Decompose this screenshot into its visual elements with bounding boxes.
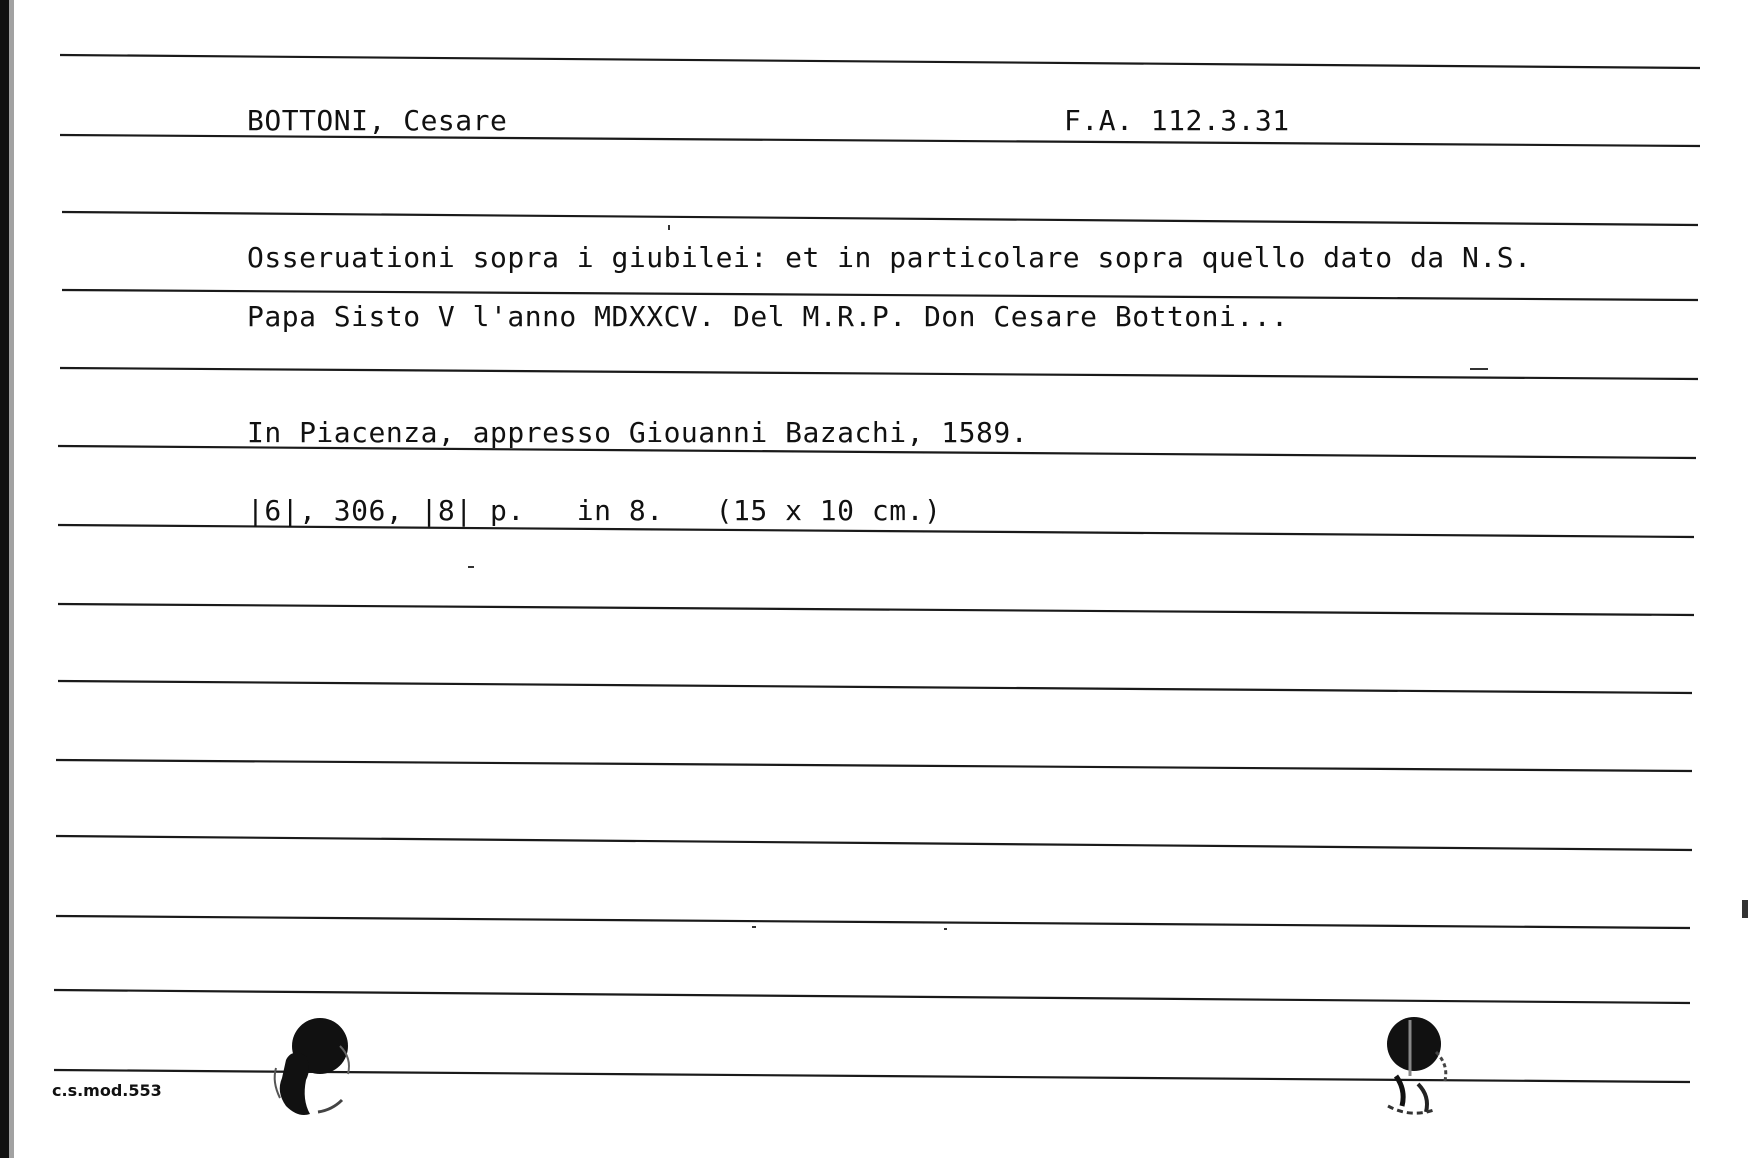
rule-line [54, 990, 1690, 1003]
paper-speck [468, 566, 474, 568]
rule-line [58, 604, 1694, 615]
rule-line [56, 916, 1690, 928]
title-line-2: Papa Sisto V l'anno MDXXCV. Del M.R.P. Don Cesare Bottoni... [247, 300, 1289, 333]
paper-speck [752, 926, 756, 928]
rule-line [56, 760, 1692, 771]
rule-line [60, 55, 1700, 68]
punch-hole-left [262, 1008, 362, 1128]
shelfmark: F.A. 112.3.31 [1064, 104, 1290, 137]
paper-speck [1742, 900, 1748, 918]
rule-line [62, 290, 1698, 300]
rule-line [62, 212, 1698, 225]
paper-speck [944, 928, 947, 930]
collation-line: |6|, 306, |8| p. in 8. (15 x 10 cm.) [247, 494, 942, 527]
paper-speck [668, 225, 670, 230]
rule-line [60, 368, 1698, 379]
title-line-1: Osseruationi sopra i giubilei: et in particolare sopra quello dato da N.S. [247, 241, 1532, 274]
author-heading: BOTTONI, Cesare [247, 104, 508, 137]
rule-line [58, 681, 1692, 693]
paper-speck [1470, 368, 1488, 370]
punch-hole-right [1370, 1006, 1470, 1126]
form-code: c.s.mod.553 [52, 1081, 162, 1100]
rule-line [56, 836, 1692, 850]
imprint-line: In Piacenza, appresso Giouanni Bazachi, 1589. [247, 416, 1029, 449]
